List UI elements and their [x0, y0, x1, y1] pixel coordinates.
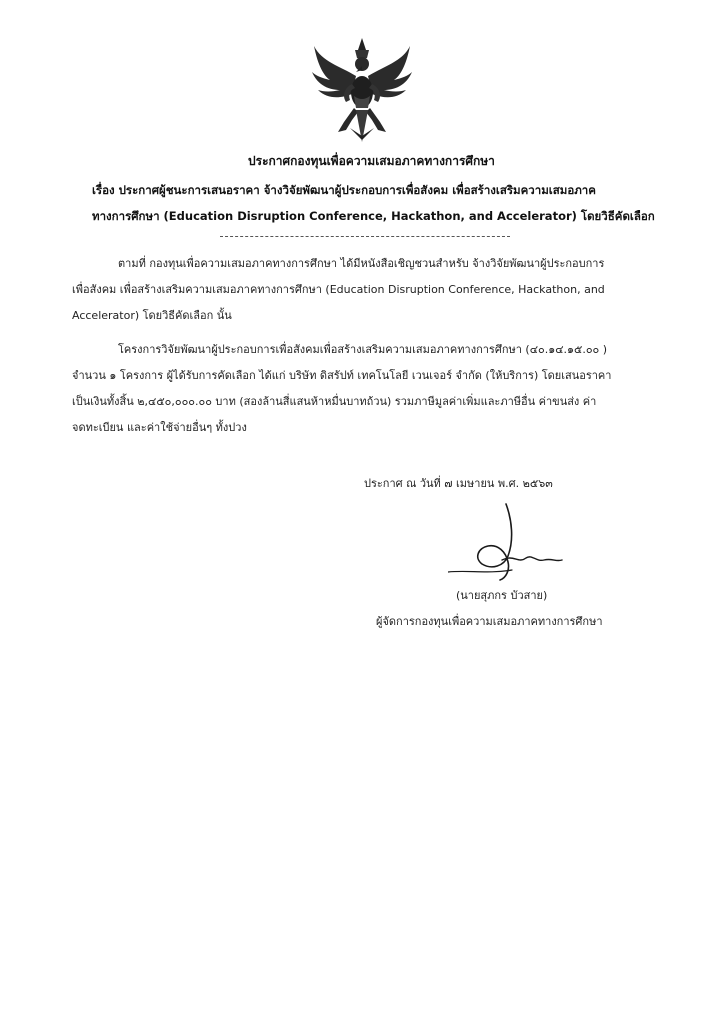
announcement-date: ประกาศ ณ วันที่ ๗ เมษายน พ.ศ. ๒๕๖๓ [364, 477, 553, 490]
subject-line-1: เรื่อง ประกาศผู้ชนะการเสนอราคา จ้างวิจัยพัฒนาผู้ประกอบการเพื่อสังคม เพื่อสร้างเสริมความเสมอภาค [92, 183, 596, 197]
handwritten-signature [448, 500, 568, 590]
signer-name: (นายสุภกร บัวสาย) [456, 589, 548, 602]
paragraph-1-line-1: ตามที่ กองทุนเพื่อความเสมอภาคทางการศึกษา ได้มีหนังสือเชิญชวนสำหรับ จ้างวิจัยพัฒนาผู้ประกอบการ [118, 257, 605, 270]
signer-position: ผู้จัดการกองทุนเพื่อความเสมอภาคทางการศึกษา [376, 615, 603, 628]
paragraph-2-line-4: จดทะเบียน และค่าใช้จ่ายอื่นๆ ทั้งปวง [72, 421, 247, 434]
document-title: ประกาศกองทุนเพื่อความเสมอภาคทางการศึกษา [248, 154, 495, 168]
paragraph-1-line-2: เพื่อสังคม เพื่อสร้างเสริมความเสมอภาคทางการศึกษา (Education Disruption Conference, Hackathon, and [72, 283, 605, 296]
header-divider [220, 236, 510, 237]
paragraph-2-line-1: โครงการวิจัยพัฒนาผู้ประกอบการเพื่อสังคมเพื่อสร้างเสริมความเสมอภาคทางการศึกษา (๔๐.๑๔.๑๕.๐๐ ) [118, 343, 608, 356]
paragraph-2-line-2: จำนวน ๑ โครงการ ผู้ได้รับการคัดเลือก ได้แก่ บริษัท ดิสรัปท์ เทคโนโลยี เวนเจอร์ จำกัด (ให้บริการ) โดยเสนอราคา [72, 369, 612, 382]
paragraph-1-line-3: Accelerator) โดยวิธีคัดเลือก นั้น [72, 309, 232, 322]
garuda-emblem [310, 36, 414, 144]
subject-line-2: ทางการศึกษา (Education Disruption Conference, Hackathon, and Accelerator) โดยวิธีคัดเลือก [92, 209, 655, 223]
paragraph-2-line-3: เป็นเงินทั้งสิ้น ๒,๔๕๐,๐๐๐.๐๐ บาท (สองล้านสี่แสนห้าหมื่นบาทถ้วน) รวมภาษีมูลค่าเพิ่มและภาษีอื่น ค่าขนส่ง ค่า [72, 395, 597, 408]
